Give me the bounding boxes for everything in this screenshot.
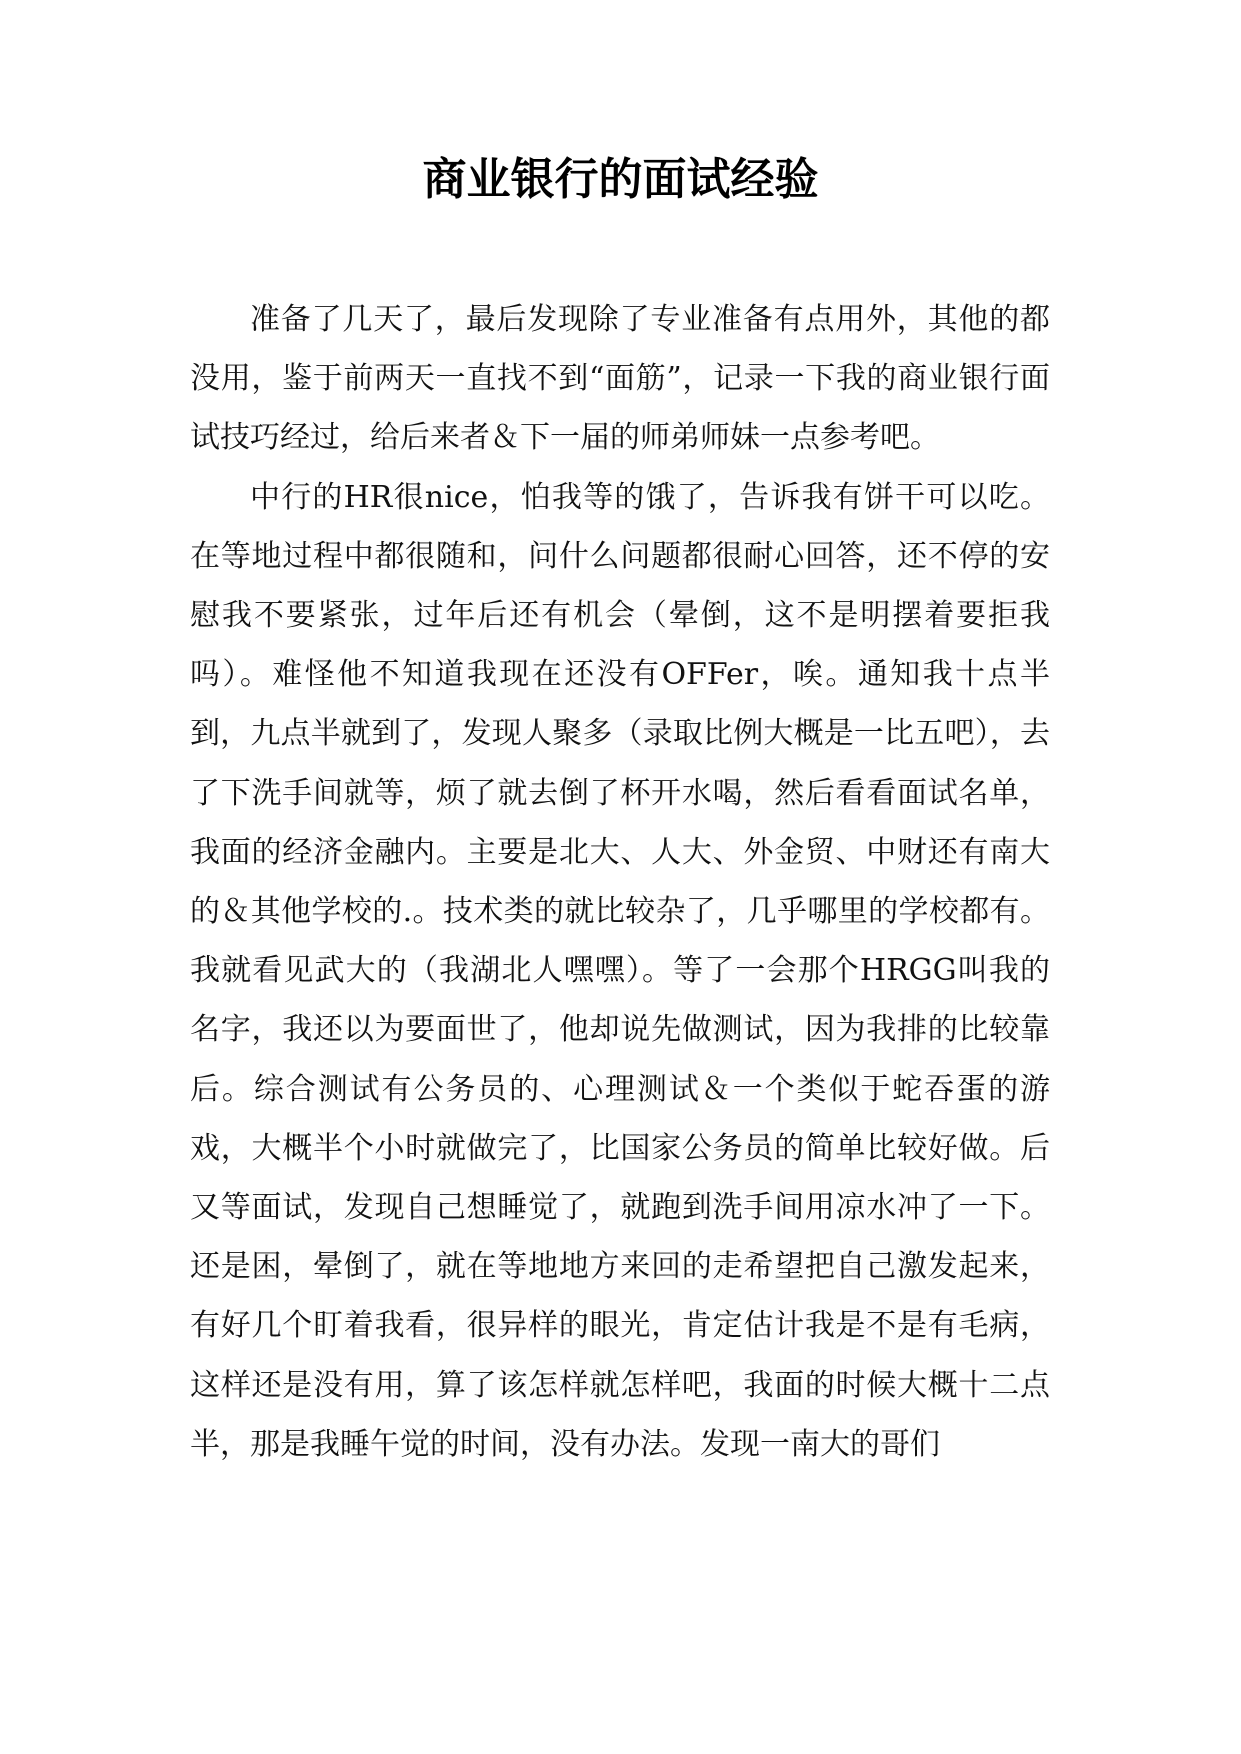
paragraph: 中行的HR很nice，怕我等的饿了，告诉我有饼干可以吃。在等地过程中都很随和，问什么问题都很耐心回答，还不停的安慰我不要紧张，过年后还有机会（晕倒，这不是明摆着要拒我吗）。难怪他不知道我现在还没有OFFer，唉。通知我十点半到，九点半就到了，发现人聚多（录取比例大概是一比五吧），去了下洗手间就等，烦了就去倒了杯开水喝，然后看看面试名单，我面的经济金融内。主要是北大、人大、外金贸、中财还有南大的＆其他学校的.。技术类的就比较杂了，几乎哪里的学校都有。我就看见武大的（我湖北人嘿嘿）。等了一会那个HRGG叫我的名字，我还以为要面世了，他却说先做测试，因为我排的比较靠后。综合测试有公务员的、心理测试＆一个类似于蛇吞蛋的游戏，大概半个小时就做完了，比国家公务员的简单比较好做。后又等面试，发现自己想睡觉了，就跑到洗手间用凉水冲了一下。还是困，晕倒了，就在等地地方来回的走希望把自己激发起来，有好几个盯着我看，很异样的眼光，肯定估计我是不是有毛病，这样还是没有用，算了该怎样就怎样吧，我面的时候大概十二点半，那是我睡午觉的时间，没有办法。发现一南大的哥们 [190, 479, 1050, 1462]
paragraph: 准备了几天了，最后发现除了专业准备有点用外，其他的都没用，鉴于前两天一直找不到“面筋”，记录一下我的商业银行面试技巧经过，给后来者＆下一届的师弟师妹一点参考吧。 [190, 302, 1050, 456]
document-title: 商业银行的面试经验 [422, 154, 819, 205]
document-body [190, 290, 1050, 1474]
